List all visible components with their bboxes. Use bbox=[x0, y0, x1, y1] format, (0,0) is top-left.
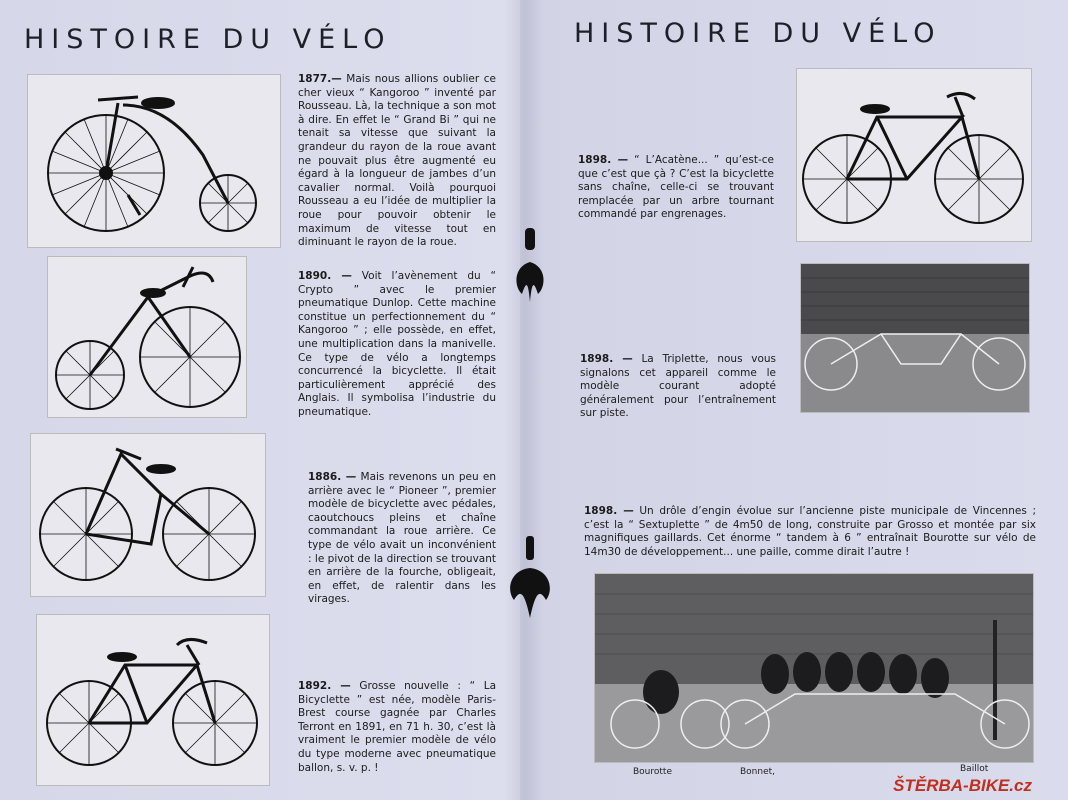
sextuplet-photo-icon bbox=[595, 574, 1033, 762]
sextuplette-photo bbox=[594, 573, 1034, 763]
front-drive-bicycle-icon bbox=[48, 257, 246, 417]
chainless-bicycle-icon bbox=[797, 69, 1031, 241]
entry-year: 1886. — bbox=[308, 471, 357, 483]
entry-1890 bbox=[298, 270, 496, 420]
entry-1898-triplette bbox=[580, 353, 776, 421]
entry-year: 1892. — bbox=[298, 680, 351, 692]
entry-1898-sextuplette bbox=[584, 505, 1036, 559]
entry-year: 1890. — bbox=[298, 270, 352, 282]
entry-1898-acatene bbox=[578, 154, 774, 222]
entry-1886 bbox=[308, 471, 496, 607]
bicyclette-1892-illustration bbox=[36, 614, 270, 786]
entry-text: Voit l’avènement du “ Crypto ” avec le premier pneumatique Dunlop. Cette machine constitue un perfectionnement du “ Kangoroo ” ; elle possède, en effet, une multiplication dans la manivelle. Ce type de vélo a longtemps concurrencé la bicyclette. Il était particulièrement apprécié des Anglais. Il symbolisa l’industrie du pneumatique. bbox=[298, 270, 496, 418]
site-watermark: ŠTĚRBA-BIKE.cz bbox=[893, 776, 1032, 795]
entry-year: 1898. — bbox=[580, 353, 633, 365]
pioneer-illustration bbox=[30, 433, 266, 597]
entry-1892 bbox=[298, 680, 496, 775]
triplet-tandem-photo-icon bbox=[801, 264, 1029, 412]
entry-text: Mais revenons un peu en arrière avec le “ Pioneer ”, premier modèle de bicyclette avec pédales, caoutchoucs pleins et chaîne commandant la roue arrière. Ce type de vélo avait un inconvénient : le pivot de la direction se trouvant en arrière de la fourche, obligeait, en effet, de ralentir dans les virages. bbox=[308, 471, 496, 606]
entry-1877 bbox=[298, 73, 496, 250]
early-chain-bicycle-icon bbox=[31, 434, 265, 596]
entry-text: Grosse nouvelle : “ La Bicyclette ” est née, modèle Paris-Brest course gagnée par Charles Terront en 1891, en 71 h. 30, c’est là vraiment le premier modèle de vélo du type moderne avec pneumatique ballon, s. v. p. ! bbox=[298, 680, 497, 774]
entry-text: “ L’Acatène... ” qu’est-ce que c’est que çà ? C’est la bicyclette sans chaîne, celle-ci se trouvant remplacée par un arbre tournant commandé par engrenages. bbox=[578, 154, 774, 221]
caption-bourotte: Bourotte bbox=[633, 767, 672, 777]
acatene-illustration bbox=[796, 68, 1032, 242]
right-page-title: HISTOIRE DU VÉLO bbox=[574, 18, 942, 49]
entry-text: La Triplette, nous vous signalons cet appareil comme le modèle courant adopté généralement pour l’entraînement sur piste. bbox=[580, 353, 777, 420]
entry-year: 1877.— bbox=[298, 73, 342, 85]
entry-text: Un drôle d’engin évolue sur l’ancienne piste municipale de Vincennes ; c’est la “ Sextuplette ” de 4m50 de long, construite par Grosso et montée par six magnifiques gaillards. Cet énorme “ tandem à 6 ” entraînait Bourotte sur vélo de 14m30 de développement... une paille, comme dirait l’autre ! bbox=[584, 505, 1036, 558]
caption-baillot: Baillot bbox=[960, 764, 989, 774]
fleur-ornament-icon bbox=[508, 222, 552, 312]
entry-year: 1898. — bbox=[578, 154, 629, 166]
left-page-title: HISTOIRE DU VÉLO bbox=[24, 24, 392, 55]
eagle-ornament-icon bbox=[504, 528, 556, 628]
page-gutter bbox=[505, 0, 545, 800]
high-wheel-bicycle-icon bbox=[28, 75, 280, 247]
crypto-illustration bbox=[47, 256, 247, 418]
kangoroo-illustration bbox=[27, 74, 281, 248]
entry-year: 1898. — bbox=[584, 505, 634, 517]
triplette-photo bbox=[800, 263, 1030, 413]
entry-text: Mais nous allions oublier ce cher vieux “ Kangoroo ” inventé par Rousseau. Là, la technique a son mot à dire. En effet le “ Grand Bi ” qui ne tenait sa vitesse que suivant la grandeur du rayon de la roue avant ne pouvait plus être augmenté eu égard à la longueur de jambes d’un cavalier normal. Voilà pourquoi Rousseau a eu l’idée de multiplier la roue pour pouvoir obtenir le maximum de vitesse tout en diminuant le rayon de la roue. bbox=[298, 73, 496, 249]
diamond-frame-bicycle-icon bbox=[37, 615, 269, 785]
caption-bonnet: Bonnet, bbox=[740, 767, 776, 777]
